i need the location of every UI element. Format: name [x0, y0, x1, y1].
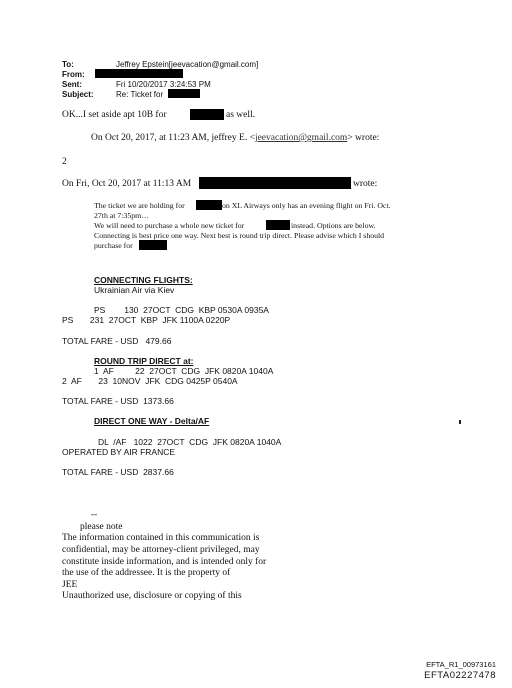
- footer-please-note: please note: [80, 522, 123, 532]
- subject-label: Subject:: [62, 90, 94, 99]
- message-redaction-3: [139, 240, 167, 250]
- quote2-suffix: wrote:: [353, 179, 378, 189]
- reply-text-start: OK...I set aside apt 10B for: [62, 110, 167, 120]
- message-redaction-2: [266, 220, 290, 230]
- roundtrip-title: ROUND TRIP DIRECT at:: [94, 356, 194, 366]
- quote1-line: [91, 133, 379, 143]
- message-line3-start: We will need to purchase a whole new ticket for: [94, 221, 245, 230]
- message-line5: purchase for: [94, 241, 133, 250]
- from-redaction: [95, 69, 183, 78]
- roundtrip-row-1: 1 AF 22 27OCT CDG JFK 0820A 1040A: [94, 366, 274, 376]
- quote1-prefix: On Oct 20, 2017, at 11:23 AM, jeffrey E. <: [91, 133, 255, 143]
- message-redaction-1: [196, 200, 222, 210]
- oneway-row-1: DL /AF 1022 27OCT CDG JFK 0820A 1040A: [98, 437, 282, 447]
- message-line1-end: on XL Airways only has an evening flight on Fri. Oct.: [222, 201, 391, 210]
- footer-line-1: The information contained in this communication is: [62, 533, 260, 543]
- reply-redaction: [190, 109, 224, 120]
- connecting-fare: TOTAL FARE - USD 479.66: [62, 336, 172, 346]
- number-line: 2: [62, 157, 67, 167]
- quote1-email-link[interactable]: jeevacation@gmail.com: [254, 133, 348, 143]
- reply-text-end: as well.: [226, 110, 256, 120]
- from-label: From:: [62, 70, 85, 79]
- message-line3-end: instead. Options are below.: [291, 221, 376, 230]
- sent-label: Sent:: [62, 80, 82, 89]
- footer-dashes: --: [91, 510, 98, 520]
- connecting-row-1: PS 130 27OCT CDG KBP 0530A 0935A: [94, 305, 269, 315]
- to-label: To:: [62, 60, 74, 69]
- footer-line-5: JEE: [62, 580, 78, 590]
- oneway-title: DIRECT ONE WAY - Delta/AF: [94, 416, 210, 426]
- roundtrip-row-2: 2 AF 23 10NOV JFK CDG 0425P 0540A: [62, 376, 238, 386]
- subject-value: Re: Ticket for: [116, 90, 164, 99]
- footer-line-6: Unauthorized use, disclosure or copying of this: [62, 591, 242, 601]
- subject-redaction: [168, 89, 200, 98]
- footer-line-2: confidential, may be attorney-client privileged, may: [62, 545, 260, 555]
- quote2-prefix: On Fri, Oct 20, 2017 at 11:13 AM: [62, 179, 192, 189]
- footer-line-3: constitute inside information, and is intended only for: [62, 557, 267, 567]
- message-line2: 27th at 7:35pm…: [94, 211, 150, 220]
- connecting-row-2: PS 231 27OCT KBP JFK 1100A 0220P: [62, 315, 231, 325]
- sent-value: Fri 10/20/2017 3:24:53 PM: [116, 80, 211, 89]
- footer-line-4: the use of the addressee. It is the property of: [62, 568, 231, 578]
- to-value: Jeffrey Epstein[jeevacation@gmail.com]: [116, 60, 259, 69]
- connecting-title: CONNECTING FLIGHTS:: [94, 275, 193, 285]
- quote1-suffix: > wrote:: [347, 133, 380, 143]
- oneway-operated: OPERATED BY AIR FRANCE: [62, 447, 176, 457]
- oneway-fare: TOTAL FARE - USD 2837.66: [62, 467, 174, 477]
- message-line4: Connecting is best price one way. Next best is round trip direct. Please advise which I should: [94, 231, 385, 240]
- efta-large-stamp: EFTA02227478: [424, 670, 496, 681]
- quote2-redaction: [199, 177, 351, 189]
- message-line1-start: The ticket we are holding for: [94, 201, 185, 210]
- connecting-subtitle: Ukrainian Air via Kiev: [94, 285, 175, 295]
- efta-small-stamp: EFTA_R1_00973161: [426, 660, 496, 669]
- scan-mark: [459, 420, 461, 424]
- roundtrip-fare: TOTAL FARE - USD 1373.66: [62, 396, 174, 406]
